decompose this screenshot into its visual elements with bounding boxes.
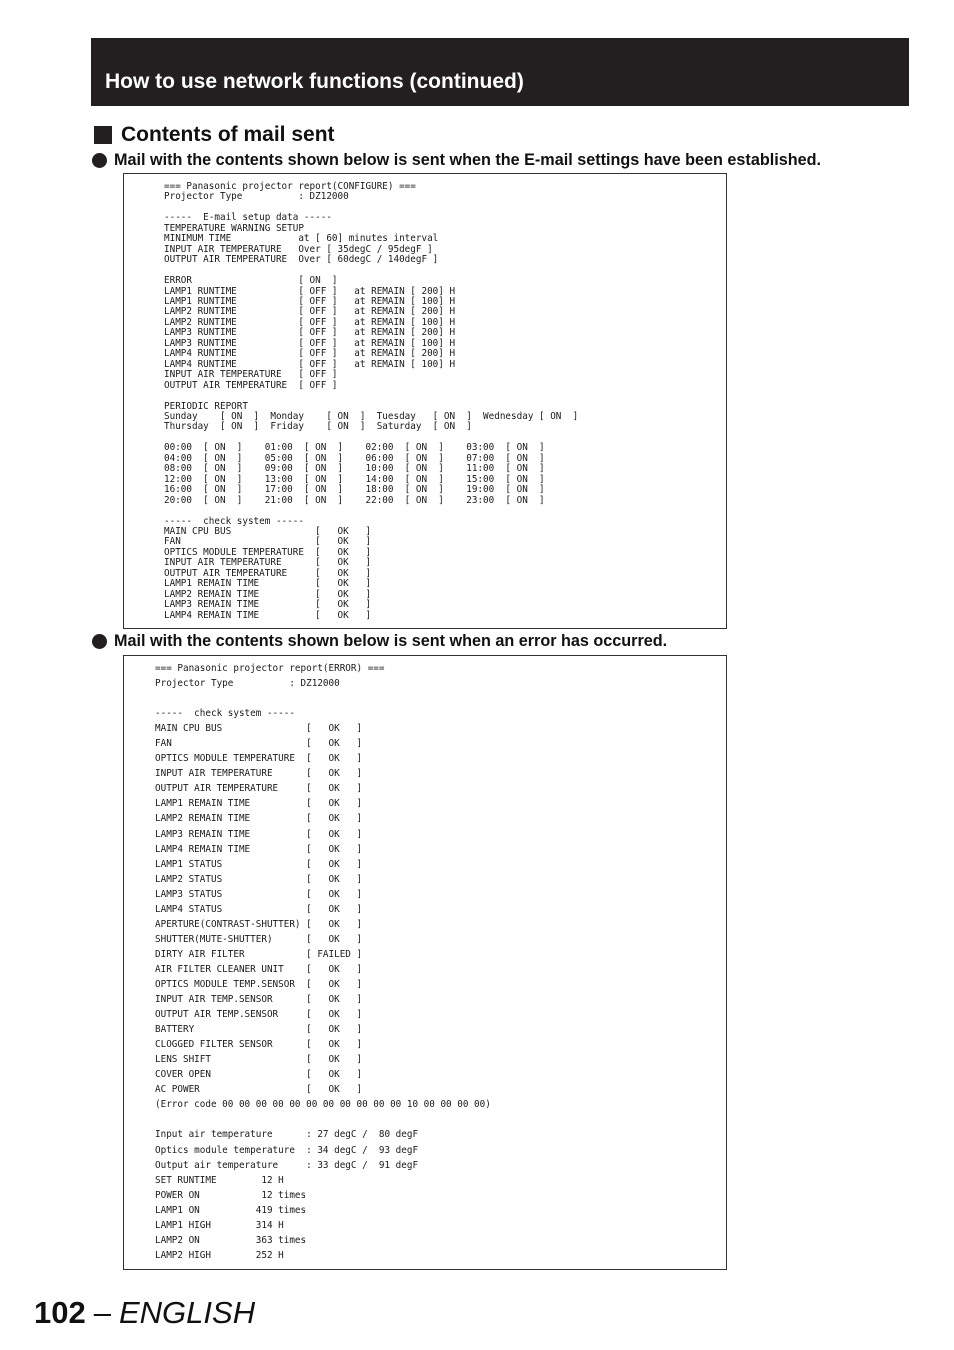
page-dash: – — [93, 1295, 111, 1330]
configure-mail-text: === Panasonic projector report(CONFIGURE) === Projector Type : DZ12000 ----- E-mail setup data ----- TEMPERATURE WARNING SETUP MINIMUM TIME at [ 60] minutes interval INPUT AIR TEMPERATURE Over [ 35degC / 95degF ] OUTPUT AIR TEMPERATURE Over [ 60degC / 140degF ] ERROR [ ON ] LAMP1 RUNTIME [ OFF ] at REMAIN [ 200] H LAMP1 RUNTIME [ OFF ] at REMAIN [ 100] H LAMP2 RUNTIME [ OFF ] at REMAIN [ 200] H LAMP2 RUNTIME [ OFF ] at REMAIN [ 100] H LAMP3 RUNTIME [ OFF ] at REMAIN [ 200] H LAMP3 RUNTIME [ OFF ] at REMAIN [ 100] H LAMP4 RUNTIME [ OFF ] at REMAIN [ 200] H LAMP4 RUNTIME [ OFF ] at REMAIN [ 100] H INPUT AIR TEMPERATURE [ OFF ] OUTPUT AIR TEMPERATURE [ OFF ] PERIODIC REPORT Sunday [ ON ] Monday [ ON ] Tuesday [ ON ] Wednesday [ ON ] Thursday [ ON ] Friday [ ON ] Saturday [ ON ] 00:00 [ ON ] 01:00 [ ON ] 02:00 [ ON ] 03:00 [ ON ] 04:00 [ ON ] 05:00 [ ON ] 06:00 [ ON ] 07:00 [ ON ] 08:00 [ ON ] 09:00 [ ON ] 10:00 [ ON ] 11:00 [ ON ] 12:00 [ ON ] 13:00 [ ON ] 14:00 [ ON ] 15:00 [ ON ] 16:00 [ ON ] 17:00 [ ON ] 18:00 [ ON ] 19:00 [ ON ] 20:00 [ ON ] 21:00 [ ON ] 22:00 [ ON ] 23:00 [ ON ] ----- check system ----- MAIN CPU BUS [ OK ] FAN [ OK ] OPTICS MODULE TEMPERATURE [ OK ] INPUT AIR TEMPERATURE [ OK ] OUTPUT AIR TEMPERATURE [ OK ] LAMP1 REMAIN TIME [ OK ] LAMP2 REMAIN TIME [ OK ] LAMP3 REMAIN TIME [ OK ] LAMP4 REMAIN TIME [ OK ] — [164, 181, 579, 621]
bullet-configure — [92, 149, 821, 171]
page-footer — [34, 1292, 255, 1334]
header-title: How to use network functions (continued) — [105, 70, 524, 93]
bullet-dot-icon — [92, 634, 107, 649]
page-number: 102 — [34, 1295, 86, 1330]
square-bullet-icon — [94, 126, 112, 144]
bullet-dot-icon — [92, 153, 107, 168]
page-language: ENGLISH — [118, 1295, 256, 1330]
error-mail-box — [123, 655, 727, 1270]
section-heading — [94, 122, 335, 148]
bullet-error — [92, 630, 667, 652]
configure-mail-box — [123, 173, 727, 629]
section-title: Contents of mail sent — [121, 123, 335, 146]
bullet-configure-text: Mail with the contents shown below is sent when the E-mail settings have been established. — [114, 150, 821, 169]
header-bar — [91, 38, 909, 106]
bullet-error-text: Mail with the contents shown below is sent when an error has occurred. — [114, 631, 668, 650]
error-mail-text: === Panasonic projector report(ERROR) === Projector Type : DZ12000 ----- check system ----- MAIN CPU BUS [ OK ] FAN [ OK ] OPTICS MODULE TEMPERATURE [ OK ] INPUT AIR TEMPERATURE [ OK ] OUTPUT AIR TEMPERATURE [ OK ] LAMP1 REMAIN TIME [ OK ] LAMP2 REMAIN TIME [ OK ] LAMP3 REMAIN TIME [ OK ] LAMP4 REMAIN TIME [ OK ] LAMP1 STATUS [ OK ] LAMP2 STATUS [ OK ] LAMP3 STATUS [ OK ] LAMP4 STATUS [ OK ] APERTURE(CONTRAST-SHUTTER) [ OK ] SHUTTER(MUTE-SHUTTER) [ OK ] DIRTY AIR FILTER [ FAILED ] AIR FILTER CLEANER UNIT [ OK ] OPTICS MODULE TEMP.SENSOR [ OK ] INPUT AIR TEMP.SENSOR [ OK ] OUTPUT AIR TEMP.SENSOR [ OK ] BATTERY [ OK ] CLOGGED FILTER SENSOR [ OK ] LENS SHIFT [ OK ] COVER OPEN [ OK ] AC POWER [ OK ] (Error code 00 00 00 00 00 00 00 00 00 00 00 10 00 00 00 00) Input air temperature : 27 degC / 80 degF Optics module temperature : 34 degC / 93 degF Output air temperature : 33 degC / 91 degF SET RUNTIME 12 H POWER ON 12 times LAMP1 ON 419 times LAMP1 HIGH 314 H LAMP2 ON 363 times LAMP2 HIGH 252 H — [155, 663, 491, 1261]
